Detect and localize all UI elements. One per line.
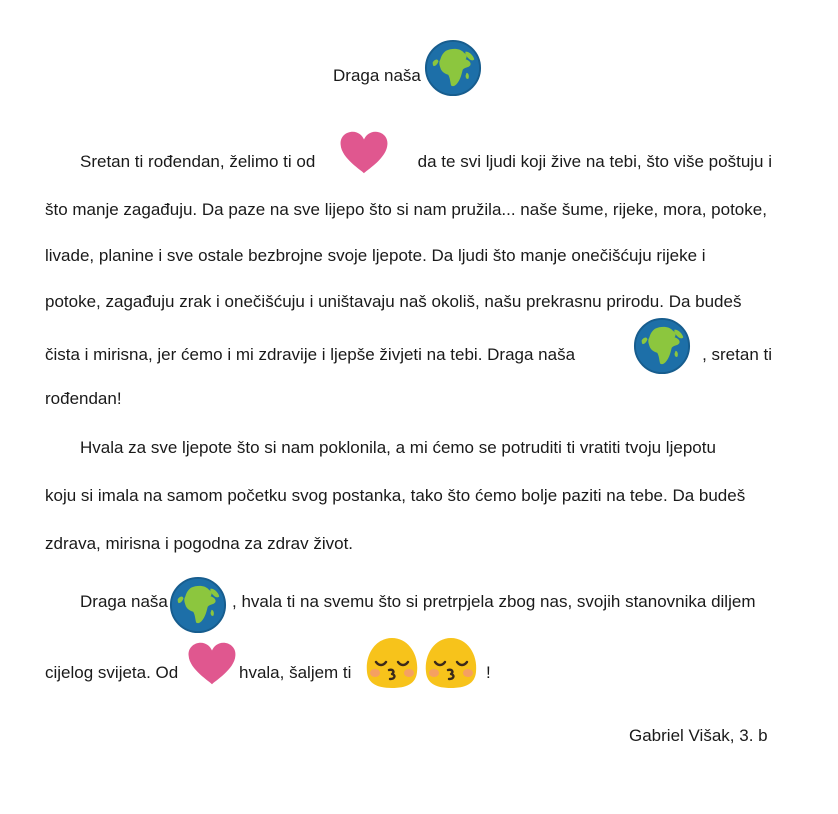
p1-line4-text: potoke, zagađuju zrak i onečišćuju i uništavaju naš okoliš, našu prekrasnu prirodu. Da budeš: [45, 292, 742, 311]
p2-line2-text: koju si imala na samom početku svog postanka, tako što ćemo bolje paziti na tebe. Da budeš: [45, 486, 746, 505]
p1-line1-end: da te svi ljudi koji žive na tebi, što više poštuju i: [417, 152, 772, 171]
p2-line3: zdrava, mirisna i pogodna za zdrav život.: [45, 534, 354, 553]
p2-line2: [45, 486, 772, 506]
p1-line6: rođendan!: [45, 389, 122, 408]
p1-line4: [45, 292, 772, 312]
kissing-face-icon: [362, 632, 422, 692]
signature: Gabriel Višak, 3. b: [629, 726, 768, 745]
p1-line5-start: čista i mirisna, jer ćemo i mi zdravije i ljepše živjeti na tebi. Draga naša: [45, 345, 576, 364]
p3-line1-end: , hvala ti na svemu što si pretrpjela zbog nas, svojih stanovnika diljem: [232, 592, 756, 611]
letter-title: Draga naša: [333, 66, 421, 85]
p1-line2: [45, 200, 772, 220]
heart-icon: [186, 641, 238, 686]
globe-africa-icon: [633, 317, 691, 375]
p1-line1-start: Sretan ti rođendan, želimo ti od: [80, 152, 316, 171]
heart-icon: [338, 130, 390, 175]
globe-africa-icon: [424, 39, 482, 97]
globe-africa-icon: [169, 576, 227, 634]
p3-line1-start: Draga naša: [80, 592, 168, 611]
p1-line3: [45, 246, 772, 266]
p1-line5-end: , sretan ti: [702, 345, 772, 364]
kissing-face-icon: [421, 632, 481, 692]
p2-line1: Hvala za sve ljepote što si nam poklonila, a mi ćemo se potruditi ti vratiti tvoju ljepotu: [80, 438, 716, 457]
p3-line2-start: cijelog svijeta. Od: [45, 663, 179, 682]
p3-line2-middle: hvala, šaljem ti: [239, 663, 352, 682]
p1-line2-text: što manje zagađuju. Da paze na sve lijepo što si nam pružila... naše šume, rijeke, mora, potoke,: [45, 200, 767, 219]
p1-line3-text: livade, planine i sve ostale bezbrojne svoje ljepote. Da ljudi što manje onečišćuju rijeke i: [45, 246, 706, 265]
p3-line2-end: !: [486, 663, 491, 682]
